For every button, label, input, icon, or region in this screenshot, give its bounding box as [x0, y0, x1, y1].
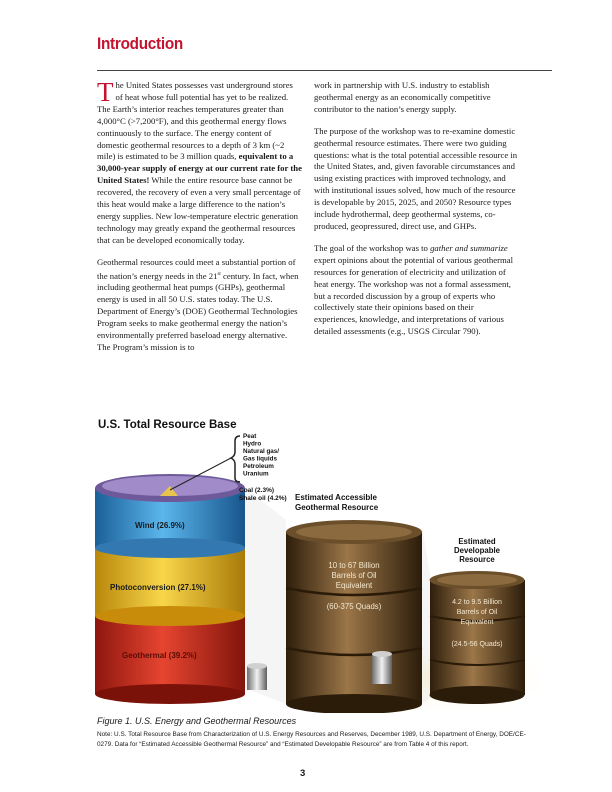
funnel [422, 526, 430, 704]
brace-item: Natural gas/ [243, 448, 280, 455]
svg-text:Estimated: Estimated [458, 537, 496, 546]
wind-label: Wind (26.9%) [135, 521, 185, 530]
svg-text:Barrels of Oil: Barrels of Oil [331, 571, 377, 580]
title-rule [97, 70, 552, 71]
intro-paragraph-1: The United States possesses vast underground stores of heat whose full potential has yet to be realized. The Earth’s interior reaches temperatures greater than 4,000°C (>7,200°F), and this geothermal energy flows continuously to the surface. The energy content of domestic geothermal resources to a depth of 3 km (~2 mile) is estimated to be 3 million quads, equivalent to a 30,000-year supply of energy at our current rate for the United States! While the entire resource base cannot be recovered, the recovery of even a very small percentage of this heat would make a large difference to the nation’s energy supplies. New low-temperature electric generation technology may greatly expand the geothermal resources that can be developed economically today. [97, 77, 302, 245]
brace-item: Peat [243, 433, 257, 440]
drop-cap: T [97, 77, 114, 107]
figure-main-title: U.S. Total Resource Base [98, 419, 237, 431]
brace-item: Gas liquids [243, 455, 277, 463]
intro-paragraph-3: work in partnership with U.S. industry to establish geothermal energy as an economically competitive contributor to the nation’s energy supply. [314, 80, 491, 114]
svg-text:Equivalent: Equivalent [335, 581, 373, 590]
svg-text:Resource: Resource [459, 555, 495, 564]
resource-figure [90, 408, 540, 713]
svg-text:Barrels of Oil: Barrels of Oil [456, 609, 498, 616]
photoconversion-band [95, 548, 245, 616]
page-number: 3 [300, 768, 306, 779]
developable-barrel [430, 571, 526, 704]
intro-paragraph-4: The purpose of the workshop was to re-examine domestic geothermal resource estimates. There were two guiding questions: what is the total potential accessible resource in the United States, and, given favorable circumstances and using existing practices with improved technology, and with institutional issues solved, how much of the resource is developable by 2015, 2025, and 2050? Resource types include hydrothermal, deep geothermal systems, co-produced, geopressured, direct use, and GHPs. [314, 125, 518, 231]
coal-label: Coal (2.3%) [239, 487, 275, 494]
brace-item: Hydro [243, 440, 262, 448]
photoconversion-label: Photoconversion (27.1%) [110, 583, 206, 592]
geothermal-label: Geothermal (39.2%) [122, 651, 197, 660]
developable-title [454, 537, 501, 564]
accessible-title: Estimated Accessible [295, 493, 377, 502]
intro-paragraph-2: Geothermal resources could meet a substantial portion of the nation’s energy needs in the 21st century. In fact, when including geothermal heat pumps (GHPs), geothermal energy is used in all 50 U.S. states today. The U.S. Department of Energy’s (DOE) Geothermal Technologies Program seeks to make geothermal energy the nation’s environmentally preferred baseload energy alternative. The Program’s mission is to [97, 256, 299, 352]
brace-list [243, 433, 279, 478]
key-statement: equivalent to a 30,000-year supply of energy at our current rate for the United States! [97, 151, 302, 186]
accessible-title: Geothermal Resource [295, 503, 379, 512]
accessible-barrel [286, 520, 422, 713]
left-column [97, 77, 302, 364]
brace-item: Uranium [243, 470, 269, 478]
svg-text:10 to 67 Billion: 10 to 67 Billion [328, 561, 380, 570]
svg-text:(24.5-56 Quads): (24.5-56 Quads) [451, 641, 503, 648]
svg-text:Equivalent: Equivalent [460, 619, 494, 626]
brace-item: Petroleum [243, 463, 274, 470]
figure-caption-note: Note: U.S. Total Resource Base from Characterization of U.S. Energy Resources and Reserves, December 1989, U.S. Department of Energy, DOE/CE-0279. Data for “Estimated Accessible Geothermal Resource” and “Estimated Developable Resource” are from Table 4 of this report. [97, 731, 526, 748]
barrel-illustration [90, 408, 540, 713]
intro-paragraph-5: The goal of the workshop was to gather and summarize expert opinions about the potential of various geothermal resources for generation of electricity and utilization of heat energy. The workshop was not a formal assessment, but a recorded discussion by a group of experts who collectively state their opinions based on their experiences, knowledge, and interpretations of various detailed assessments (e.g., USGS Circular 790). [314, 242, 514, 337]
right-column [314, 80, 519, 348]
shale-label: Shale oil (4.2%) [239, 495, 287, 502]
svg-text:(60-375 Quads): (60-375 Quads) [326, 602, 382, 611]
brace [231, 436, 240, 482]
svg-text:4.2 to 9.5 Billion: 4.2 to 9.5 Billion [452, 599, 502, 606]
svg-text:Developable: Developable [454, 546, 500, 555]
figure-caption-title: Figure 1. U.S. Energy and Geothermal Resources [97, 716, 297, 726]
page-title: Introduction [97, 34, 183, 53]
